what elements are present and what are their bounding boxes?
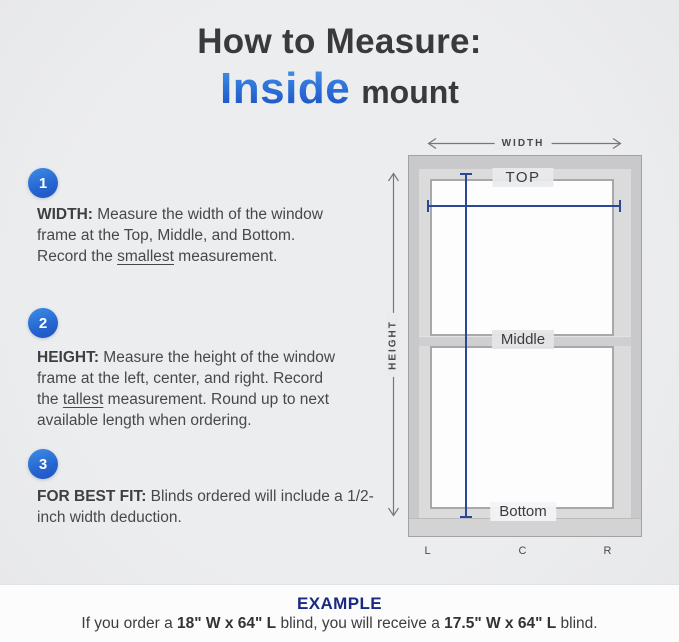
step-2-body: Measure the height of the window frame at the left, center, and right. Record the bbox=[37, 349, 336, 408]
title-line1: How to Measure: bbox=[197, 22, 482, 61]
step-1-label: WIDTH: bbox=[37, 206, 93, 223]
step-2-body-end: measurement. Round up to next available length when ordering. bbox=[37, 391, 330, 429]
step-2-badge: 2 bbox=[28, 308, 58, 338]
height-dimension-label: HEIGHT bbox=[387, 313, 400, 377]
width-measure-line bbox=[427, 205, 621, 207]
label-left: L bbox=[424, 545, 432, 557]
step-1-badge: 1 bbox=[28, 168, 58, 198]
title-line2 bbox=[0, 64, 679, 114]
step-1-text bbox=[37, 204, 337, 267]
step-3-body: Blinds ordered will include a 1/2-inch width deduction. bbox=[37, 488, 374, 526]
step-1-body: Measure the width of the window frame at the Top, Middle, and Bottom. Record the bbox=[37, 206, 323, 265]
step-1-underlined-word: smallest bbox=[117, 248, 174, 265]
window-upper-pane bbox=[430, 179, 614, 336]
page-title bbox=[0, 22, 679, 114]
example-text-1: If you order a bbox=[81, 615, 178, 632]
title-highlight-inside: Inside bbox=[220, 64, 351, 113]
window-lower-pane bbox=[430, 346, 614, 509]
title-suffix-mount: mount bbox=[361, 74, 459, 110]
example-received-size: 17.5" W x 64" L bbox=[444, 615, 557, 632]
step-2-label: HEIGHT: bbox=[37, 349, 99, 366]
step-2-underlined-word: tallest bbox=[62, 391, 104, 408]
example-heading: EXAMPLE bbox=[297, 594, 382, 613]
label-top: TOP bbox=[492, 168, 553, 187]
height-measure-line bbox=[465, 173, 467, 518]
width-dimension-label: WIDTH bbox=[495, 137, 552, 150]
label-center: C bbox=[518, 545, 528, 557]
example-section bbox=[0, 584, 679, 642]
step-1-body-end: measurement. bbox=[174, 248, 278, 265]
step-3-text bbox=[37, 486, 375, 528]
example-text-2: blind, you will receive a bbox=[276, 615, 445, 632]
example-ordered-size: 18" W x 64" L bbox=[177, 615, 277, 632]
label-bottom: Bottom bbox=[490, 502, 556, 521]
example-text-3: blind. bbox=[556, 615, 598, 632]
step-3-badge: 3 bbox=[28, 449, 58, 479]
step-2-text bbox=[37, 347, 339, 431]
label-middle: Middle bbox=[492, 330, 554, 349]
label-right: R bbox=[603, 545, 613, 557]
step-3-label: FOR BEST FIT: bbox=[37, 488, 147, 505]
example-body bbox=[0, 615, 679, 633]
